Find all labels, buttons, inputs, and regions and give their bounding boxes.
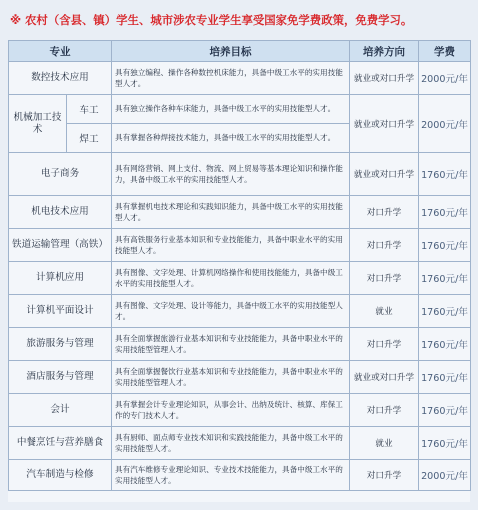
- major-direction: 就业或对口升学: [350, 153, 419, 196]
- major-fee: 1760元/年: [419, 394, 471, 427]
- major-goal: 具有掌握会计专业理论知识，从事会计、出纳及统计、核算、库保工作的专门技术人才。: [112, 394, 350, 427]
- major-name: 旅游服务与管理: [9, 328, 112, 361]
- major-name: 会计: [9, 394, 112, 427]
- major-fee: 2000元/年: [419, 95, 471, 153]
- table-header-row: [9, 41, 471, 62]
- major-fee: 1760元/年: [419, 262, 471, 295]
- major-fee: 1760元/年: [419, 295, 471, 328]
- sub-major-name: 焊工: [67, 124, 112, 153]
- table-row: [9, 62, 471, 95]
- table-row: [9, 153, 471, 196]
- major-goal: 具有网络营销、网上支付、物流、网上贸易等基本理论知识和操作能力，具备中级工水平的实用技能型人才。: [112, 153, 350, 196]
- sub-major-name: 车工: [67, 95, 112, 124]
- major-goal: 具有掌握各种焊接技术能力，具备中级工水平的实用技能型人才。: [112, 124, 350, 153]
- major-fee: 1760元/年: [419, 361, 471, 394]
- major-goal: 具有全面掌握餐饮行业基本知识和专业技能能力，具备中职业水平的实用技能型管理人才。: [112, 361, 350, 394]
- major-fee: 1760元/年: [419, 229, 471, 262]
- major-name: 计算机平面设计: [9, 295, 112, 328]
- major-fee: 1760元/年: [419, 196, 471, 229]
- table-row: [9, 328, 471, 361]
- major-direction: 就业或对口升学: [350, 361, 419, 394]
- major-goal: 具有独立编程、操作各种数控机床能力，具备中级工水平的实用技能型人才。: [112, 62, 350, 95]
- header-goal: 培养目标: [112, 41, 350, 62]
- major-fee: 1760元/年: [419, 328, 471, 361]
- major-goal: 具有全面掌握旅游行业基本知识和专业技能能力，具备中职业水平的实用技能型管理人才。: [112, 328, 350, 361]
- major-direction: 对口升学: [350, 229, 419, 262]
- major-fee: 2000元/年: [419, 62, 471, 95]
- major-direction: 对口升学: [350, 262, 419, 295]
- table-row: [9, 196, 471, 229]
- table-row: [9, 95, 471, 124]
- major-goal: 具有汽车维修专业理论知识、专业技术技能能力，具备中级工水平的实用技能型人才。: [112, 460, 350, 491]
- table-row: [9, 229, 471, 262]
- major-fee: 2000元/年: [419, 460, 471, 491]
- table-row: [9, 427, 471, 460]
- major-name: 酒店服务与管理: [9, 361, 112, 394]
- major-direction: 就业或对口升学: [350, 95, 419, 153]
- major-name: 数控技术应用: [9, 62, 112, 95]
- major-name: 电子商务: [9, 153, 112, 196]
- header-direction: 培养方向: [350, 41, 419, 62]
- notice-banner: ※ 农村（含县、镇）学生、城市涉农专业学生享受国家免学费政策，免费学习。: [10, 13, 413, 27]
- major-fee: 1760元/年: [419, 427, 471, 460]
- header-fee: 学费: [419, 41, 471, 62]
- major-name: 中餐烹饪与营养膳食: [9, 427, 112, 460]
- major-direction: 就业: [350, 427, 419, 460]
- major-table: [8, 40, 471, 491]
- table-row: [9, 361, 471, 394]
- table-row: [9, 295, 471, 328]
- major-goal: 具有图像、文字处理、计算机网络操作和使用技能能力，具备中级工水平的实用技能型人才。: [112, 262, 350, 295]
- major-name: 汽车制造与检修: [9, 460, 112, 491]
- major-goal: 具有高铁服务行业基本知识和专业技能能力，具备中职业水平的实用技能型人才。: [112, 229, 350, 262]
- major-fee: 1760元/年: [419, 153, 471, 196]
- major-goal: 具有独立操作各种车床能力，具备中级工水平的实用技能型人才。: [112, 95, 350, 124]
- major-name: 铁道运输管理（高铁）: [9, 229, 112, 262]
- major-name: 机械加工技术: [9, 95, 67, 153]
- major-name: 计算机应用: [9, 262, 112, 295]
- table-row: [9, 394, 471, 427]
- table-row: [9, 460, 471, 491]
- major-goal: 具有厨师、面点师专业技术知识和实践技能能力，具备中级工水平的实用技能型人才。: [112, 427, 350, 460]
- major-direction: 就业: [350, 295, 419, 328]
- major-direction: 就业或对口升学: [350, 62, 419, 95]
- major-table-sheet: [8, 40, 470, 502]
- table-row: [9, 262, 471, 295]
- major-direction: 对口升学: [350, 394, 419, 427]
- header-major: 专业: [9, 41, 112, 62]
- major-direction: 对口升学: [350, 196, 419, 229]
- major-goal: 具有掌握机电技术理论和实践知识能力，具备中级工水平的实用技能型人才。: [112, 196, 350, 229]
- major-direction: 对口升学: [350, 328, 419, 361]
- major-name: 机电技术应用: [9, 196, 112, 229]
- major-goal: 具有图像、文字处理、设计等能力，具备中级工水平的实用技能型人才。: [112, 295, 350, 328]
- major-direction: 对口升学: [350, 460, 419, 491]
